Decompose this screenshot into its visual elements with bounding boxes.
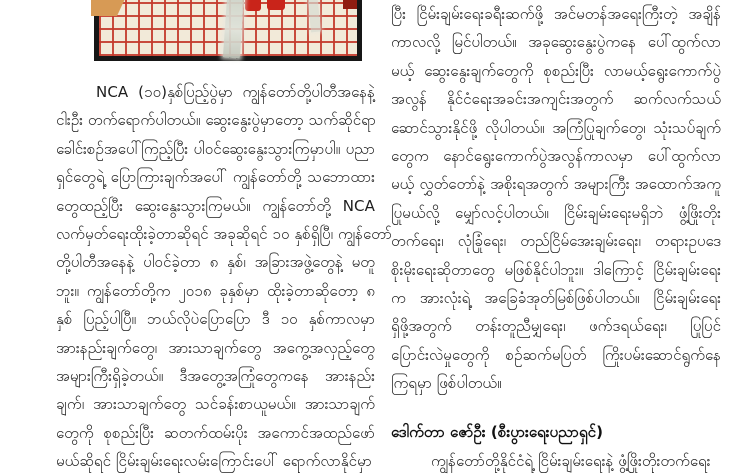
photo-red-patch (267, 0, 285, 10)
text-line: ပြောင်းလဲမှုတွေကို စဉ်ဆက်မပြတ် ကြိုးပမ်းဆောင်ရွက်နေ (391, 345, 721, 364)
left-column-lines (56, 78, 393, 447)
photo-red-patch (343, 0, 357, 9)
text-line: တွေထည့်ပြီး ဆွေးနွေးသွားကြမယ်။ ကျွန်တော်တို့ NCA (56, 196, 375, 215)
text-line: ခေါင်းစဉ်အပေါ်ကြည့်ပြီး ပါဝင်ဆွေးနွေးသွားကြမှာပါ။ ပညာ (56, 139, 375, 158)
right-column-lines (391, 0, 721, 397)
text-line: ရှိဖို့အတွက် တန်းတူညီမျှရေး၊ ဖက်ဒရယ်ရေး၊ ပြုပြင် (391, 317, 721, 336)
left-column (56, 78, 393, 471)
text-line: မယ့် ဆွေးနွေးချက်တွေကို စုစည်းပြီး လာမယ့်ရွေးကောက်ပွဲ (391, 61, 721, 80)
text-line: တို့ပါတီအနေနဲ့ ပါဝင်ခဲ့တာ ၈ နှစ်၊ အခြားအဖွဲ့တွေနဲ့ မတူ (56, 253, 375, 272)
text-line: ရှင်တွေရဲ့ ပြောကြားချက်အပေါ် ကျွန်တော်တို့ သဘောထား (56, 168, 375, 187)
article-photo (94, 0, 362, 61)
text-line: တွေကို စုစည်းပြီး ဆတက်ထမ်းပိုး အကောင်အထည်ဖော် (56, 423, 375, 442)
text-line: NCA (၁၀)နှစ်ပြည့်ပွဲမှာ ကျွန်တော်တို့ပါတီအနေနဲ့ (96, 83, 375, 101)
text-line: ငါးဦး တက်ရောက်ပါတယ်။ ဆွေးနွေးပွဲမှာတော့ သက်ဆိုင်ရာ (56, 111, 377, 130)
text-line: အလွန် နိုင်ငံရေးအခင်းအကျင်းအတွက် ဆက်လက်သယ် (391, 90, 721, 109)
text-line: တွေက နောင်ရွေးကောက်ပွဲအလွန်ကာလမှာ ပေါ်ထွက်လာ (391, 146, 721, 165)
right-column (391, 0, 721, 470)
text-line: နှစ် ပြည့်ပါပြီ။ ဘယ်လိုပဲပြောပြော ဒီ ၁၀ နှစ်ကာလမှာ (56, 310, 375, 329)
text-line: တက်ရေး၊ လုံခြုံရေး၊ တည်ငြိမ်အေးချမ်းရေး၊ တရားဥပဒေ (391, 232, 721, 251)
text-line: အများကြီးရှိခဲ့တယ်။ ဒီအတွေ့အကြုံတွေကနေ အားနည်း (56, 366, 375, 385)
right-column-partial-line: ကျွန်တော်တို့နိုင်ငံရဲ့ ငြိမ်းချမ်းရေးနဲ့ ဖွံ့ဖြိုးတိုးတက်ရေး (431, 451, 711, 470)
photo-grey-streak (307, 0, 321, 32)
text-line: ဘူး။ ကျွန်တော်တို့က ၂၀၁၈ ခုနှစ်မှာ ထိုးခဲ့တာဆိုတော့ ၈ (56, 281, 375, 300)
text-line: က အားလုံးရဲ့ အခြေခံအုတ်မြစ်ဖြစ်ပါတယ်။ ငြိမ်းချမ်းရေး (391, 288, 721, 307)
text-line: ကာလလို့ မြင်ပါတယ်။ အခုဆွေးနွေးပွဲကနေ ပေါ်ထွက်လာ (391, 33, 721, 52)
text-line: ဆောင်သွားနိုင်ဖို့ လိုပါတယ်။ အကြံပြုချက်တွေ၊ သုံးသပ်ချက် (391, 118, 721, 137)
text-line: ကြရမှာ ဖြစ်ပါတယ်။ (391, 374, 502, 393)
byline-author: ဒေါက်တာ ဇော်ဦး (စီးပွားရေးပညာရှင်) (391, 423, 604, 442)
text-line: လက်မှတ်ရေးထိုးခဲ့တာဆိုရင် အခုဆိုရင် ၁၀ နှစ်ရှိပြီ၊ ကျွန်တော် (56, 224, 393, 243)
text-line: မယ့် လွှတ်တော်နဲ့ အစိုးရအတွက် အများကြီး အထောက်အကူ (391, 175, 721, 194)
text-line: ပြီး ငြိမ်းချမ်းရေးခရီးဆက်ဖို့ အင်မတန်အရေးကြီးတဲ့ အချိန် (391, 5, 721, 23)
text-line: အားနည်းချက်တွေ၊ အားသာချက်တွေ အကွေ့အလှည့်တွေ (56, 338, 375, 357)
photo-tan-corner (91, 0, 149, 16)
photo-grey-streak (223, 0, 244, 59)
left-column-partial-line: မယ်ဆိုရင် ငြိမ်းချမ်းရေးလမ်းကြောင်းပေါ် ရောက်လာနိုင်မှာ (56, 452, 372, 471)
text-line: ချက်၊ အားသာချက်တွေ သင်ခန်းစာယူမယ်။ အားသာချက် (56, 395, 375, 414)
photo-red-patch (245, 0, 261, 11)
text-line: စိုးမိုးရေးဆိုတာတွေ မဖြစ်နိုင်ပါဘူး။ ဒါကြောင့် ငြိမ်းချမ်းရေး (391, 260, 721, 279)
text-line: ပြုမယ်လို့ မျှော်လင့်ပါတယ်။ ငြိမ်းချမ်းရေးမရှိဘဲ ဖွံ့ဖြိုးတိုး (391, 203, 721, 222)
